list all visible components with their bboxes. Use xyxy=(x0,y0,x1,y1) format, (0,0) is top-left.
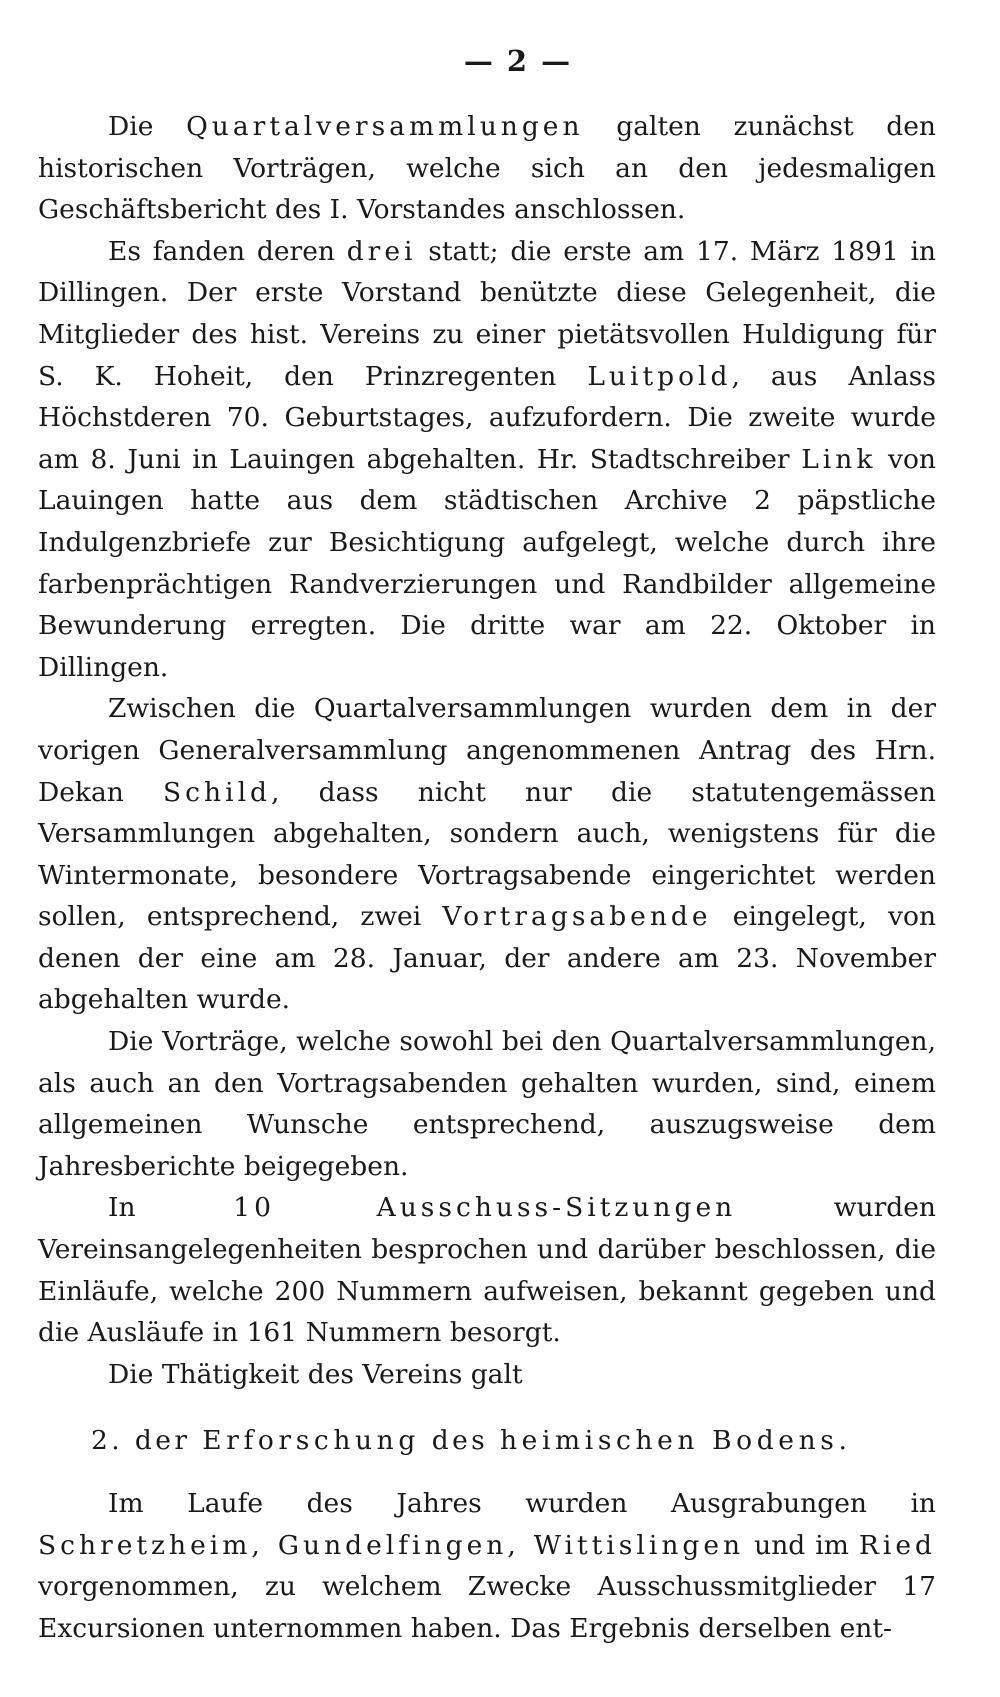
text-run: , aus Anlass Höchstderen 70. Geburtstages, aufzufordern. Die zweite wurde am 8. Juni in Lauingen abgehalten. Hr. Stadtschreiber xyxy=(38,360,936,475)
text-run: Die xyxy=(108,111,187,142)
text-run: galten zunächst den historischen Vorträgen, welche sich an den jedesmaligen Geschäftsbericht des I. Vorstandes anschlossen. xyxy=(38,111,936,226)
paragraph-lectures xyxy=(38,1021,936,1187)
emphasis-link: Link xyxy=(801,443,877,475)
paragraph-committee-sessions xyxy=(38,1187,936,1353)
text-run: In xyxy=(108,1192,234,1224)
emphasis-vortragsabende: Vortragsabende xyxy=(442,901,712,933)
heading-erforschung: Erforschung xyxy=(202,1425,420,1457)
emphasis-quartalversammlungen: Quartalversammlungen xyxy=(186,111,584,142)
page-number: — 2 — xyxy=(463,44,573,78)
text-run: wurden Vereinsangelegenheiten besprochen und darüber beschlossen, die Einläufe, welche 200 Nummern aufweisen, bekannt gegeben und die Ausläufe in 161 Nummern besorgt. xyxy=(38,1192,936,1349)
paragraph-lecture-evenings xyxy=(38,688,936,1021)
text-run: von Lauingen hatte aus dem städtischen Archive 2 päpstliche Indulgenzbriefe zur Besichtigung aufgelegt, welche durch ihre farbenprächtigen Randverzierungen und Randbilder allgemeine Bewunderung erregten. Die dritte war am 22. Oktober in Dillingen. xyxy=(38,443,936,683)
emphasis-schild: Schild xyxy=(163,776,272,808)
text-run: Im Laufe des Jahres wurden Ausgrabungen in xyxy=(108,1488,936,1519)
heading-number: 2. der xyxy=(91,1425,203,1457)
section-heading xyxy=(91,1420,936,1462)
text-run: , dass nicht nur die statutengemässen Versammlungen abgehalten, sondern auch, wenigstens für die Wintermonate, besondere Vortragsabende eingerichtet werden sollen, entsprechend, zwei xyxy=(38,776,936,933)
paragraph-three-meetings xyxy=(38,231,936,689)
text-run: statt; die erste am 17. März 1891 in Dillingen. Der erste Vorstand benützte diese Gelegenheit, die Mitglieder des hist. Vereins zu einer pietätsvollen Huldigung für S. K. Hoheit, den Prinzregenten xyxy=(38,235,936,392)
emphasis-ried: Ried xyxy=(858,1529,936,1561)
paragraph-activity xyxy=(38,1354,936,1396)
emphasis-luitpold: Luitpold xyxy=(587,360,732,392)
text-run: vorgenommen, zu welchem Zwecke Ausschussmitglieder 17 Excursionen unternommen haben. Das Ergebnis derselben ent- xyxy=(38,1571,936,1644)
text-run: Die Vorträge, welche sowohl bei den Quartalversammlungen, als auch an den Vortragsabenden gehalten wurden, sind, einem allgemeinen Wunsche entsprechend, auszugsweise dem Jahresberichte beigegeben. xyxy=(38,1026,936,1182)
text-run: eingelegt, von denen der eine am 28. Januar, der andere am 23. November abgehalten wurde. xyxy=(38,901,937,1016)
text-run: Die Thätigkeit des Vereins galt xyxy=(108,1358,523,1390)
text-run: Zwischen die Quartalversammlungen wurden dem in der vorigen Generalversammlung angenommenen Antrag des Hrn. Dekan xyxy=(38,693,936,808)
paragraph-quarterly-meetings xyxy=(38,106,936,231)
heading-text: des xyxy=(419,1425,500,1457)
heading-heimischen-bodens: heimischen Bodens. xyxy=(500,1425,852,1457)
emphasis-places: Schretzheim, Gundelfingen, Wittislingen xyxy=(38,1529,745,1561)
paragraph-excavations xyxy=(38,1483,936,1649)
text-run: und im xyxy=(744,1529,859,1561)
emphasis-drei: drei xyxy=(346,235,417,267)
text-run: Es fanden deren xyxy=(108,235,347,267)
emphasis-ausschuss-sitzungen: 10 Ausschuss-Sitzungen xyxy=(233,1192,737,1224)
